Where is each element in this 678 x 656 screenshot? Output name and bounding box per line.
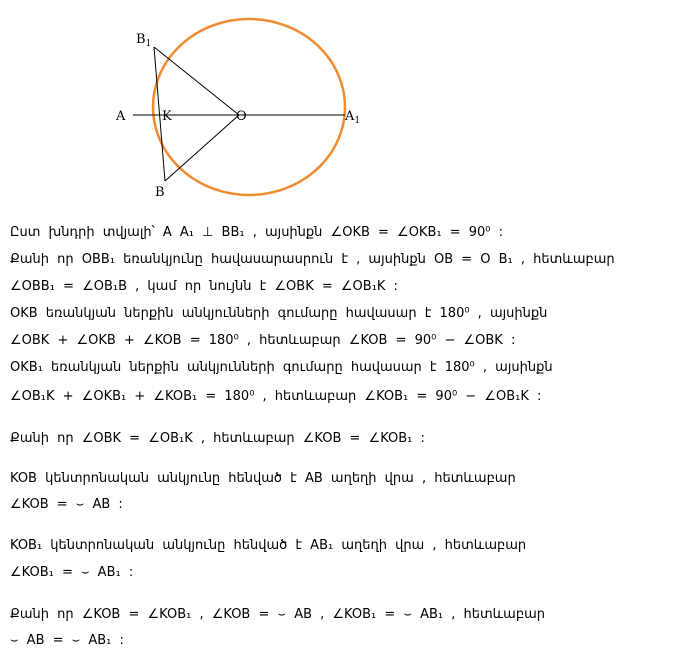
geometry-figure: [0, 0, 678, 210]
radius-OB: [165, 115, 239, 181]
label-B1: $B_1$: [136, 32, 152, 49]
text-line-2: Քանի որ OBB₁ եռանկյունը հավասարասրուն է , այսինքն OB = O B₁ , հետևաբար: [10, 252, 615, 267]
text-line-3: ∠OBB₁ = ∠OB₁B , կամ որ նույնն է ∠OBK = ∠OB₁K :: [10, 279, 398, 294]
text-line-11: KOB₁ կենտրոնական անկյունը հենված է AB₁ աղեղի վրա , հետևաբար: [10, 538, 527, 553]
label-O: O: [236, 109, 247, 124]
radius-OB1: [154, 47, 239, 115]
label-K: K: [162, 109, 172, 124]
text-line-14: ⌣ AB = ⌣ AB₁ :: [10, 633, 124, 648]
text-line-5: ∠OBK + ∠OKB + ∠KOB = 180⁰ , հետևաբար ∠KOB = 90⁰ − ∠OBK :: [10, 333, 516, 348]
text-line-8: Քանի որ ∠OBK = ∠OB₁K , հետևաբար ∠KOB = ∠KOB₁ :: [10, 431, 425, 446]
label-A: A: [116, 109, 126, 124]
text-line-4: OKB եռանկյան ներքին անկյունների գումարը հավասար է 180⁰ , այսինքն: [10, 306, 548, 321]
text-line-9: KOB կենտրոնական անկյունը հենված է AB աղեղի վրա , հետևաբար: [10, 471, 516, 486]
label-B: B: [155, 185, 165, 200]
text-line-6: OKB₁ եռանկյան ներքին անկյունների գումարը հավասար է 180⁰ , այսինքն: [10, 360, 553, 375]
text-line-10: ∠KOB = ⌣ AB :: [10, 497, 123, 512]
label-A1: $A_1$: [345, 109, 361, 126]
text-line-13: Քանի որ ∠KOB = ∠KOB₁ , ∠KOB = ⌣ AB , ∠KOB₁ = ⌣ AB₁ , հետևաբար: [10, 607, 545, 622]
circle: [153, 19, 345, 195]
circle-diagram: [0, 0, 678, 210]
text-line-12: ∠KOB₁ = ⌣ AB₁ :: [10, 565, 134, 580]
text-line-1: Ըստ խնդրի տվյալի՝ A A₁ ⊥ BB₁ , այսինքն ∠OKB = ∠OKB₁ = 90⁰ :: [10, 225, 504, 240]
text-line-7: ∠OB₁K + ∠OKB₁ + ∠KOB₁ = 180⁰ , հետևաբար ∠KOB₁ = 90⁰ − ∠OB₁K :: [10, 389, 542, 404]
